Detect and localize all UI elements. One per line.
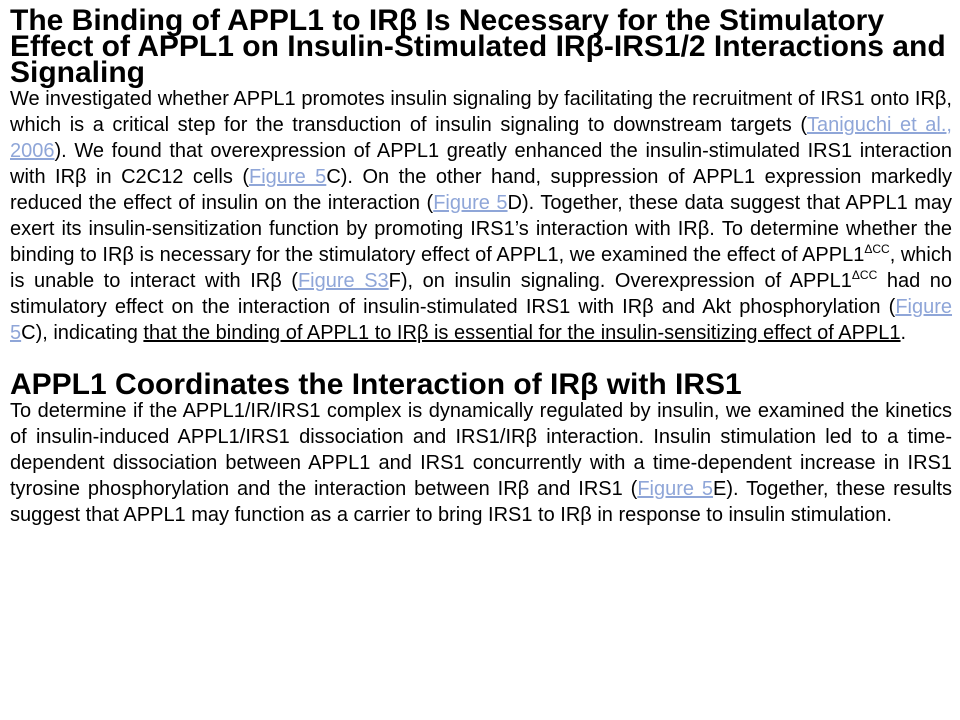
citation-link-taniguchi[interactable]: Taniguchi et al., 2006 xyxy=(10,114,952,162)
figure-link-5c-second[interactable]: Figure 5 xyxy=(10,296,953,344)
figure-link-5e[interactable]: Figure 5 xyxy=(637,478,714,500)
figure-link-s3f[interactable]: Figure S3 xyxy=(297,270,389,292)
section-2-heading: APPL1 Coordinates the Interaction of IRβ with IRS1 xyxy=(10,368,742,401)
text-run: E). Together, these results suggest that APPL1 may function as a carrier to bring IRS1 to IRβ in response to insulin stimulation. xyxy=(10,478,952,526)
text-run: , which is unable to interact with IRβ ( xyxy=(10,244,952,292)
section-1-paragraph xyxy=(10,86,952,346)
text-run: . xyxy=(900,322,907,344)
text-run: To determine if the APPL1/IR/IRS1 complex is dynamically regulated by insulin, we examined the kinetics of insulin-induced APPL1/IRS1 dissociation and IRS1/IRβ interaction. Insulin stimulation led to a time-dependent dissociation between APPL1 and IRS1 concurrently with a time-dependent increase in IRS1 tyrosine phosphorylation and the interaction between IRβ and IRS1 ( xyxy=(10,400,952,500)
superscript-delta-cc: ΔCC xyxy=(851,268,878,282)
text-run: We investigated whether APPL1 promotes insulin signaling by facilitating the recruitment of IRS1 onto IRβ, which is a critical step for the transduction of insulin signaling to downstream targets ( xyxy=(10,88,952,136)
superscript-delta-cc: ΔCC xyxy=(864,242,890,256)
text-run: F), on insulin signaling. Overexpression of APPL1 xyxy=(388,270,852,292)
text-run: D). Together, these data suggest that APPL1 may exert its insulin-sensitization function by promoting IRS1’s interaction with IRβ. To determine whether the binding to IRβ is necessary for the stimulatory effect of APPL1, we examined the effect of APPL1 xyxy=(10,192,953,266)
article-body xyxy=(10,4,953,528)
section-1-heading: The Binding of APPL1 to IRβ Is Necessary for the Stimulatory Effect of APPL1 on Insulin-Stimulated IRβ-IRS1/2 Interactions and Signaling xyxy=(10,4,946,89)
text-run: C), indicating xyxy=(21,322,144,344)
text-run: ). We found that overexpression of APPL1 greatly enhanced the insulin-stimulated IRS1 interaction with IRβ in C2C12 cells ( xyxy=(10,140,952,188)
section-2-paragraph xyxy=(10,398,952,528)
underlined-conclusion: that the binding of APPL1 to IRβ is essential for the insulin-sensitizing effect of APPL1 xyxy=(143,322,901,344)
text-run: C). On the other hand, suppression of APPL1 expression markedly reduced the effect of insulin on the interaction ( xyxy=(10,166,952,214)
text-run: had no stimulatory effect on the interaction of insulin-stimulated IRS1 with IRβ and Akt phosphorylation ( xyxy=(10,270,953,318)
figure-link-5c[interactable]: Figure 5 xyxy=(249,166,327,188)
figure-link-5d[interactable]: Figure 5 xyxy=(433,192,508,214)
